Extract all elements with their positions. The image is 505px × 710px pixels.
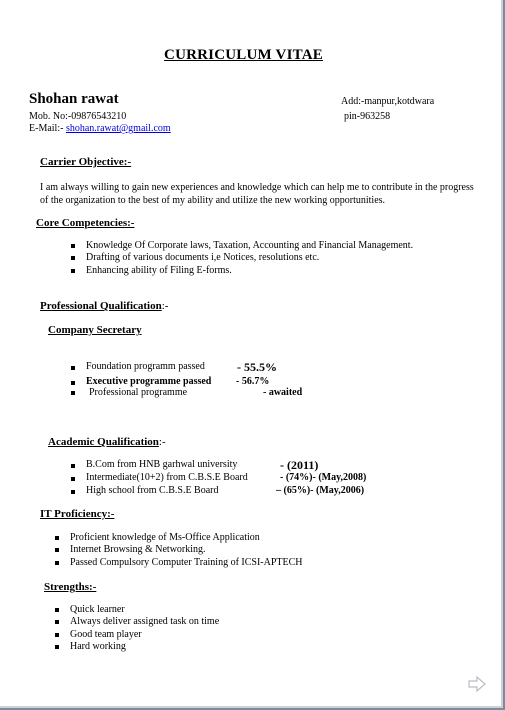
academic-label: B.Com from HNB garhwal university xyxy=(86,459,238,470)
it-heading xyxy=(40,508,114,520)
academic-heading-tail: :- xyxy=(158,436,166,448)
professional-result: - 55.5% xyxy=(237,360,277,374)
mobile-number: Mob. No:-09876543210 xyxy=(29,111,127,122)
list-item-text: Always deliver assigned task on time xyxy=(70,616,220,628)
bullet-icon xyxy=(55,548,59,552)
email-line xyxy=(29,123,171,134)
bullet-icon xyxy=(55,536,59,540)
bullet-icon xyxy=(55,633,59,637)
list-item-text: Quick learner xyxy=(70,604,125,615)
bullet-icon xyxy=(55,645,59,649)
list-item-text: Knowledge Of Corporate laws, Taxation, Accounting and Financial Management. xyxy=(86,240,414,251)
list-item-text: Hard working xyxy=(70,641,126,653)
list-item xyxy=(70,557,303,569)
professional-result: - 56.7% xyxy=(236,376,270,387)
bullet-icon xyxy=(71,366,75,370)
list-item-text: Enhancing ability of Filing E-forms. xyxy=(86,264,232,276)
candidate-name: Shohan rawat xyxy=(29,91,119,107)
professional-row xyxy=(89,387,303,398)
list-item-text: Drafting of various documents i,e Notices, resolutions etc. xyxy=(86,252,320,264)
professional-result: - awaited xyxy=(263,387,303,398)
professional-label: Professional programme xyxy=(89,387,188,398)
professional-label: Executive programme passed xyxy=(86,376,212,387)
competencies-heading-text: Core Competencies:- xyxy=(36,217,135,229)
strengths-heading-text: Strengths:- xyxy=(44,581,97,593)
list-item xyxy=(70,544,303,556)
bullet-icon xyxy=(55,608,59,612)
list-item xyxy=(70,629,219,641)
bullet-icon xyxy=(71,477,75,481)
it-list xyxy=(70,532,303,569)
bullet-icon xyxy=(55,620,59,624)
professional-heading-text: Professional Qualification xyxy=(40,300,162,312)
list-item-text: Passed Compulsory Computer Training of ICSI-APTECH xyxy=(70,556,303,568)
competencies-heading xyxy=(36,217,134,229)
company-secretary-heading-text: Company Secretary xyxy=(48,324,142,336)
professional-heading xyxy=(40,300,168,312)
professional-heading-tail: :- xyxy=(161,300,169,312)
academic-result: – (65%)- (May,2006) xyxy=(276,485,365,496)
list-item xyxy=(86,252,413,264)
bullet-icon xyxy=(71,269,75,273)
academic-row xyxy=(86,458,319,472)
bullet-icon xyxy=(71,391,75,395)
list-item-text: Internet Browsing & Networking. xyxy=(70,544,206,556)
competencies-list xyxy=(86,240,413,277)
objective-heading xyxy=(40,156,131,168)
pin-code: pin-963258 xyxy=(344,111,391,122)
academic-heading xyxy=(48,436,166,448)
email-label: E-Mail:- xyxy=(29,123,66,134)
objective-heading-text: Carrier Objective:- xyxy=(40,156,132,168)
academic-row xyxy=(86,472,367,483)
list-item-text: Proficient knowledge of Ms-Office Application xyxy=(70,532,260,543)
bullet-icon xyxy=(71,256,75,260)
list-item xyxy=(70,532,303,544)
academic-label: High school from C.B.S.E Board xyxy=(86,485,219,496)
professional-row xyxy=(86,376,270,387)
objective-text: I am always willing to gain new experiences and knowledge which can help me to contribute in the progress of the organization to the best of my ability and utilize the new working opportunities. xyxy=(40,182,474,206)
strengths-heading xyxy=(44,581,96,593)
strengths-list xyxy=(70,604,219,654)
academic-label: Intermediate(10+2) from C.B.S.E Board xyxy=(86,472,248,483)
list-item xyxy=(70,641,219,653)
document-title: CURRICULUM VITAE xyxy=(164,47,323,63)
list-item xyxy=(70,604,219,616)
list-item xyxy=(70,616,219,628)
next-arrow-icon[interactable] xyxy=(468,676,486,692)
it-heading-text: IT Proficiency:- xyxy=(40,508,115,520)
address: Add:-manpur,kotdwara xyxy=(341,96,435,107)
list-item xyxy=(86,240,413,252)
email-link[interactable]: shohan.rawat@gmail.com xyxy=(65,123,171,134)
bullet-icon xyxy=(71,381,75,385)
academic-result: - (2011) xyxy=(280,458,319,472)
bullet-icon xyxy=(71,244,75,248)
list-item-text: Good team player xyxy=(70,628,142,640)
list-item xyxy=(86,265,413,277)
bullet-icon xyxy=(71,490,75,494)
company-secretary-heading xyxy=(48,324,142,336)
professional-row xyxy=(86,360,277,374)
academic-heading-text: Academic Qualification xyxy=(48,436,159,448)
academic-result: - (74%)- (May,2008) xyxy=(280,472,367,483)
bullet-icon xyxy=(55,561,59,565)
academic-row xyxy=(86,485,365,496)
professional-label: Foundation programm passed xyxy=(86,361,205,372)
bullet-icon xyxy=(71,464,75,468)
